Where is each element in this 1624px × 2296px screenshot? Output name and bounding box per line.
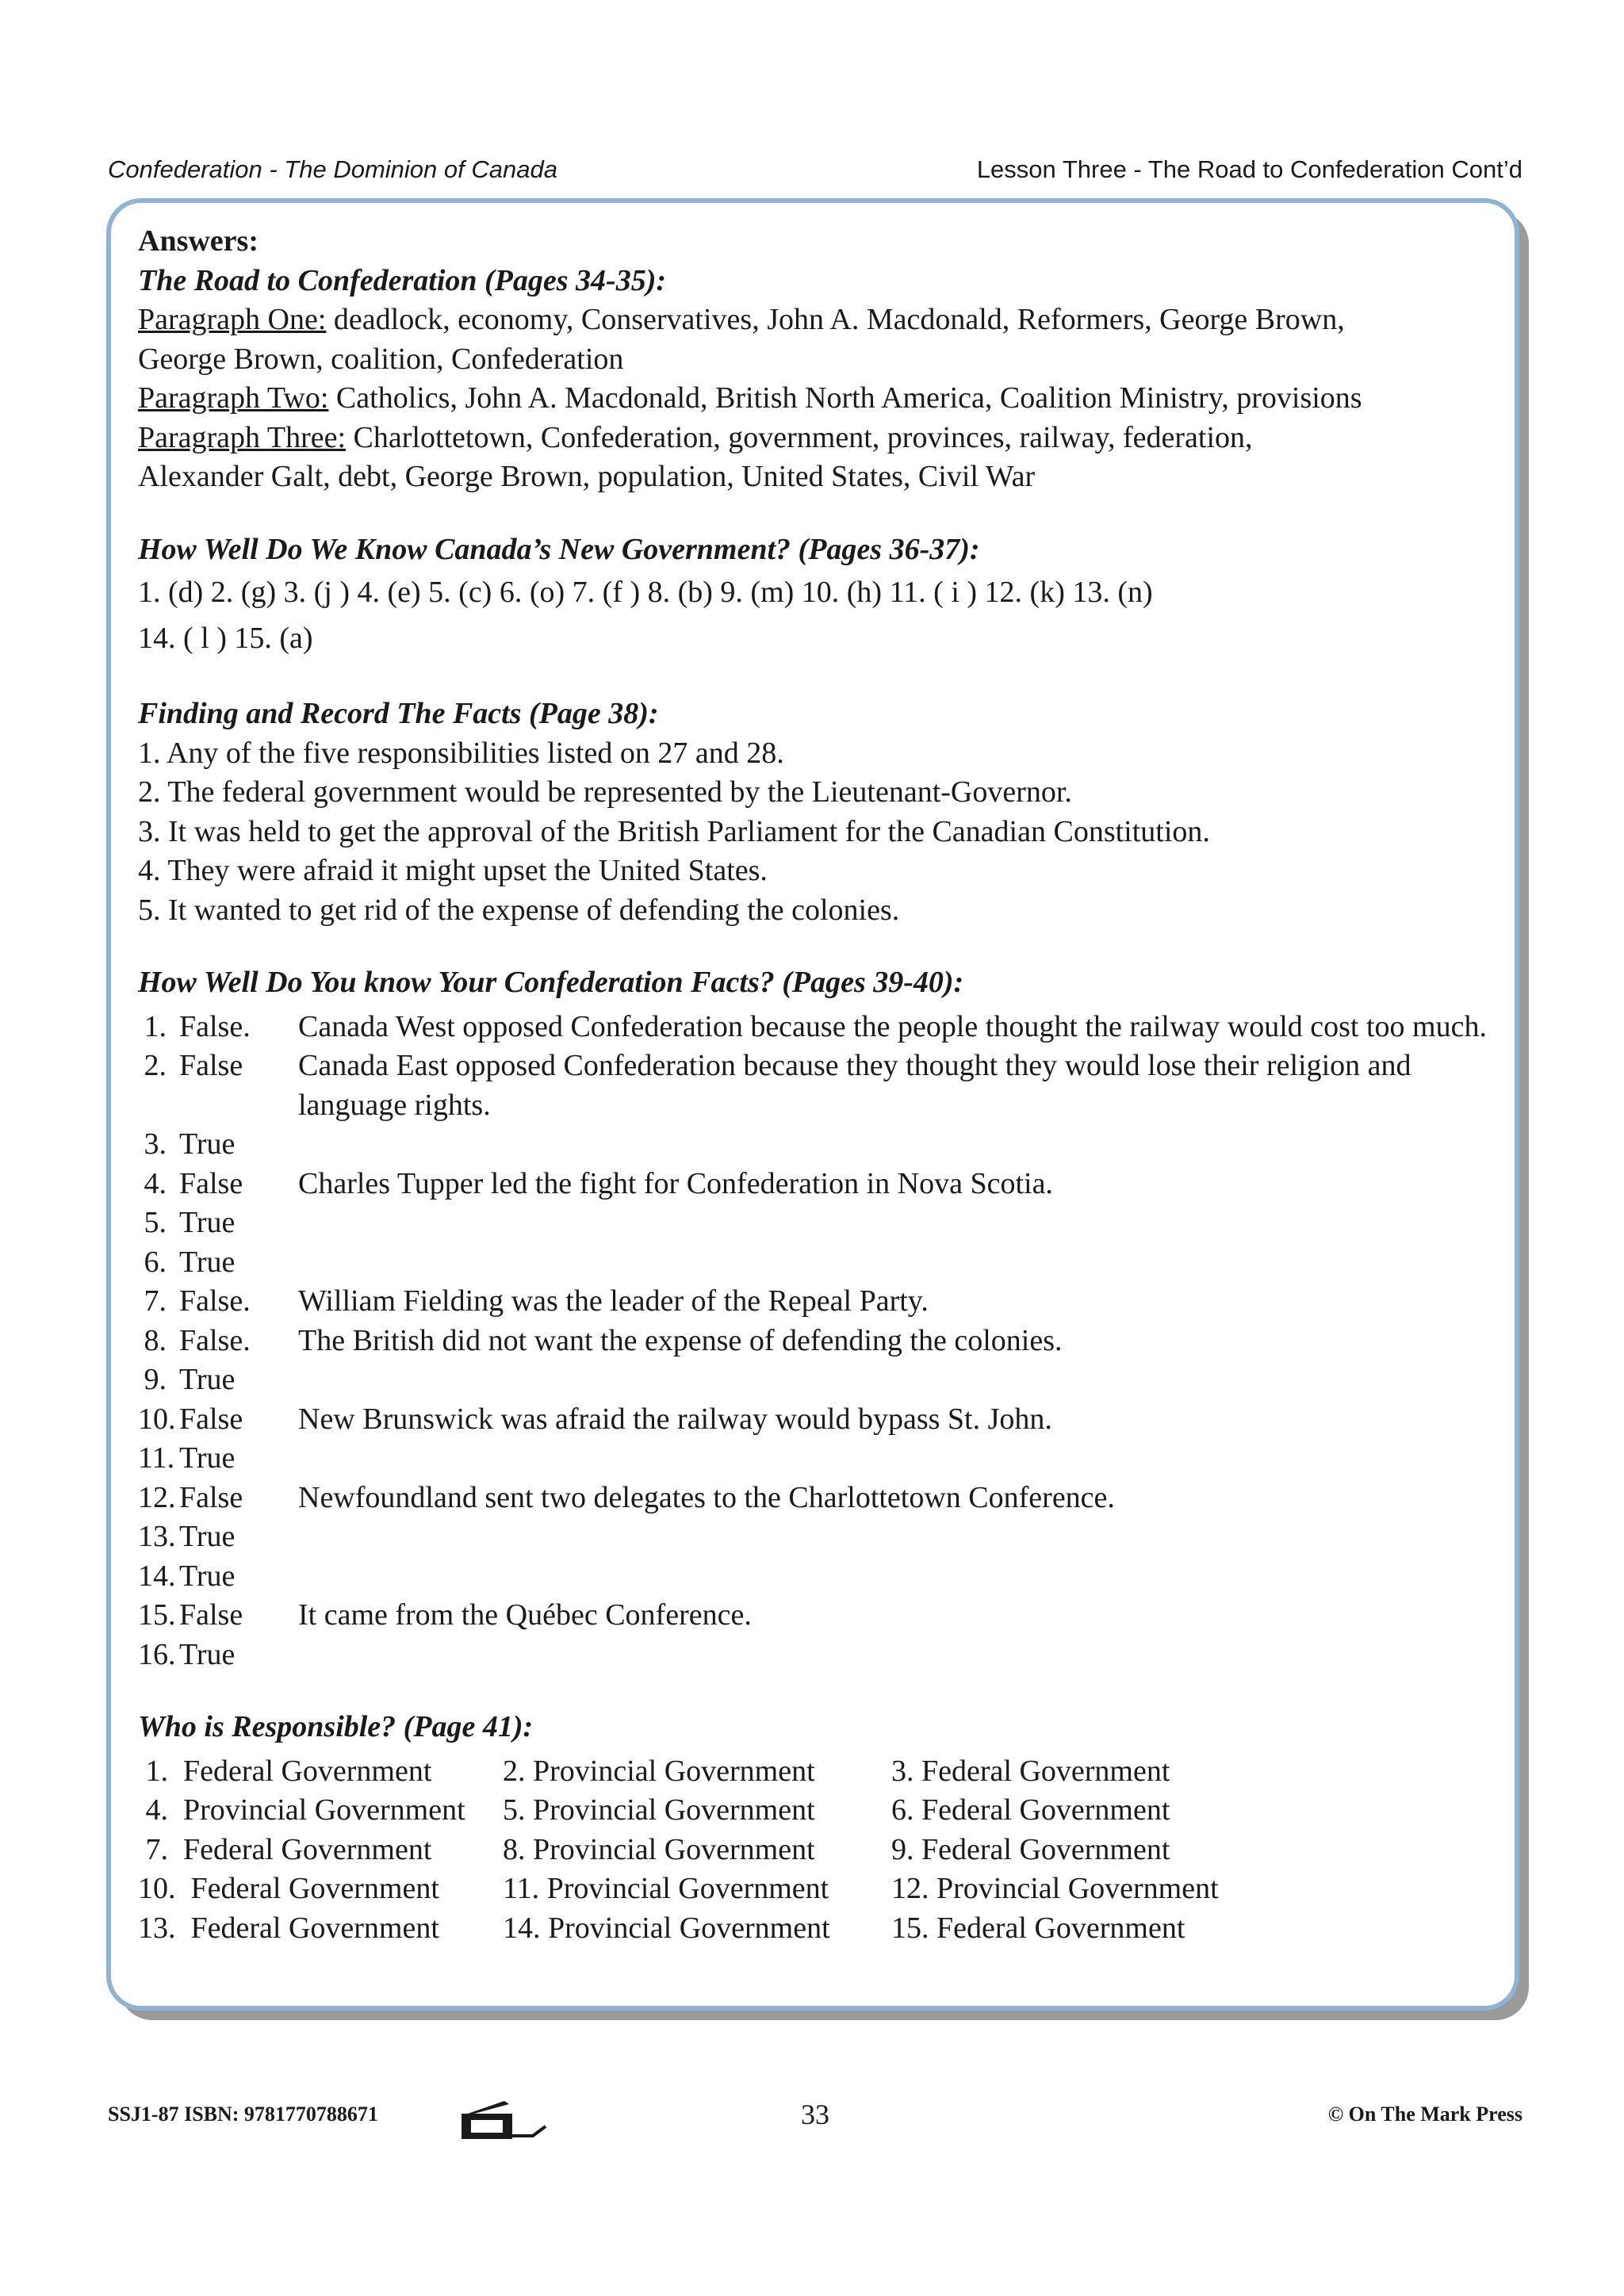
responsible-cell: 14. Provincial Government	[503, 1911, 830, 1945]
item-explanation: Canada East opposed Confederation because they thought they would lose their religion and language rights.	[298, 1049, 1411, 1122]
government-answers-line1: 1. (d) 2. (g) 3. (j ) 4. (e) 5. (c) 6. (o) 7. (f ) 8. (b) 9. (m) 10. (h) 11. ( i ) 12. (k) 13. (n)	[138, 576, 1153, 609]
item-verdict: False	[179, 1166, 243, 1200]
truefalse-item	[138, 1517, 1491, 1557]
item-number: 9.	[144, 1363, 167, 1396]
isbn-code: SSJ1-87 ISBN: 9781770788671	[108, 2103, 378, 2126]
truefalse-item	[138, 1047, 1491, 1125]
item-explanation: The British did not want the expense of defending the colonies.	[298, 1323, 1063, 1357]
item-explanation: Canada West opposed Confederation because the people thought the railway would cost too much.	[298, 1009, 1487, 1043]
truefalse-item	[138, 1557, 1491, 1597]
responsible-cell: 6. Federal Government	[891, 1793, 1170, 1827]
book-title: Confederation - The Dominion of Canada	[108, 155, 557, 183]
item-explanation: Newfoundland sent two delegates to the Charlottetown Conference.	[298, 1480, 1115, 1514]
responsible-cell: 15. Federal Government	[891, 1911, 1185, 1945]
responsible-row	[138, 1831, 1491, 1870]
answers-title: Answers:	[138, 224, 259, 258]
responsible-heading: Who is Responsible? (Page 41):	[138, 1710, 534, 1743]
item-verdict: False	[179, 1049, 243, 1082]
item-verdict: False.	[179, 1323, 251, 1357]
answer-box	[106, 198, 1519, 2011]
item-number: 7.	[144, 1284, 167, 1318]
fact-item: 5. It wanted to get rid of the expense of defending the colonies.	[138, 893, 900, 927]
item-number: 10.	[138, 1402, 176, 1436]
responsible-cell: 11. Provincial Government	[503, 1872, 829, 1905]
responsible-cell: 12. Provincial Government	[891, 1872, 1219, 1905]
item-explanation: New Brunswick was afraid the railway would bypass St. John.	[298, 1402, 1052, 1436]
facts-list	[138, 734, 1491, 931]
responsible-cell: 13. Federal Government	[138, 1911, 439, 1945]
item-verdict: True	[179, 1637, 236, 1671]
copyright: © On The Mark Press	[1327, 2103, 1522, 2126]
item-explanation	[298, 1360, 1491, 1400]
item-verdict: True	[179, 1127, 236, 1161]
page-footer	[108, 2096, 1522, 2144]
facts-heading: Finding and Record The Facts (Page 38):	[138, 697, 659, 730]
item-verdict: False.	[179, 1009, 251, 1043]
paragraph-three-cont: Alexander Galt, debt, George Brown, population, United States, Civil War	[138, 460, 1036, 493]
item-verdict: True	[179, 1363, 236, 1396]
responsible-cell: 3. Federal Government	[891, 1754, 1170, 1788]
responsible-row	[138, 1869, 1491, 1909]
truefalse-item	[138, 1282, 1491, 1322]
printer-icon	[457, 2096, 552, 2144]
responsible-cell: 2. Provincial Government	[503, 1754, 815, 1788]
responsible-cell: 9. Federal Government	[891, 1832, 1170, 1866]
item-number: 5.	[144, 1206, 167, 1239]
paragraph-one	[138, 300, 1491, 340]
road-heading: The Road to Confederation (Pages 34-35):	[138, 263, 667, 297]
truefalse-item	[138, 1439, 1491, 1479]
truefalse-item	[138, 1203, 1491, 1243]
fact-item: 4. They were afraid it might upset the United States.	[138, 854, 768, 887]
page-header	[108, 155, 1522, 187]
responsible-cell: 8. Provincial Government	[503, 1832, 815, 1866]
paragraph-two-label: Paragraph Two:	[138, 381, 329, 415]
item-verdict: True	[179, 1441, 236, 1475]
paragraph-one-cont: George Brown, coalition, Confederation	[138, 342, 624, 376]
item-explanation: William Fielding was the leader of the Repeal Party.	[298, 1284, 929, 1318]
item-number: 16.	[138, 1637, 176, 1671]
fact-item: 3. It was held to get the approval of the British Parliament for the Canadian Constitution.	[138, 814, 1210, 848]
item-number: 8.	[144, 1323, 167, 1357]
truefalse-item	[138, 1322, 1491, 1361]
item-explanation	[298, 1636, 1491, 1675]
item-explanation	[298, 1517, 1491, 1557]
truefalse-item	[138, 1479, 1491, 1518]
item-verdict: False	[179, 1402, 243, 1436]
government-heading: How Well Do We Know Canada’s New Government? (Pages 36-37):	[138, 532, 980, 566]
truefalse-item	[138, 1125, 1491, 1165]
item-number: 6.	[144, 1245, 167, 1279]
item-explanation	[298, 1203, 1491, 1243]
truefalse-item	[138, 1636, 1491, 1675]
responsible-cell: 7. Federal Government	[138, 1832, 432, 1866]
item-verdict: False	[179, 1598, 243, 1632]
paragraph-one-label: Paragraph One:	[138, 303, 327, 336]
truefalse-item	[138, 1243, 1491, 1283]
item-number: 2.	[144, 1049, 167, 1082]
item-explanation: It came from the Québec Conference.	[298, 1598, 752, 1632]
truefalse-item	[138, 1360, 1491, 1400]
item-explanation	[298, 1557, 1491, 1597]
responsible-list	[138, 1752, 1491, 1949]
item-explanation	[298, 1243, 1491, 1283]
responsible-cell: 1. Federal Government	[138, 1754, 432, 1788]
item-number: 12.	[138, 1480, 176, 1514]
item-number: 14.	[138, 1559, 176, 1593]
responsible-cell: 10. Federal Government	[138, 1872, 439, 1905]
truefalse-item	[138, 1596, 1491, 1636]
responsible-cell: 4. Provincial Government	[138, 1793, 465, 1827]
paragraph-one-text: deadlock, economy, Conservatives, John A. Macdonald, Reformers, George Brown,	[326, 303, 1345, 336]
paragraph-three-text: Charlottetown, Confederation, government, provinces, railway, federation,	[346, 420, 1253, 454]
item-verdict: False.	[179, 1284, 251, 1318]
item-verdict: True	[179, 1206, 236, 1239]
responsible-cell: 5. Provincial Government	[503, 1793, 815, 1827]
government-answers-line2: 14. ( l ) 15. (a)	[138, 622, 313, 655]
fact-item: 1. Any of the five responsibilities listed on 27 and 28.	[138, 736, 784, 770]
responsible-row	[138, 1752, 1491, 1792]
item-number: 11.	[138, 1441, 175, 1475]
paragraph-three-label: Paragraph Three:	[138, 420, 347, 454]
truefalse-list	[138, 1008, 1491, 1675]
truefalse-item	[138, 1400, 1491, 1440]
paragraph-three	[138, 419, 1491, 458]
lesson-title: Lesson Three - The Road to Confederation Cont’d	[976, 155, 1522, 183]
fact-item: 2. The federal government would be represented by the Lieutenant-Governor.	[138, 775, 1072, 809]
truefalse-item	[138, 1008, 1491, 1047]
item-verdict: True	[179, 1559, 236, 1593]
responsible-row	[138, 1909, 1491, 1949]
item-verdict: True	[179, 1520, 236, 1553]
item-verdict: False	[179, 1480, 243, 1514]
item-explanation	[298, 1125, 1491, 1165]
responsible-row	[138, 1791, 1491, 1831]
item-explanation: Charles Tupper led the fight for Confederation in Nova Scotia.	[298, 1166, 1053, 1200]
item-number: 15.	[138, 1598, 176, 1632]
truefalse-item	[138, 1165, 1491, 1204]
item-explanation	[298, 1439, 1491, 1479]
item-number: 4.	[144, 1166, 167, 1200]
page-number: 33	[801, 2099, 829, 2130]
item-verdict: True	[179, 1245, 236, 1279]
item-number: 3.	[144, 1127, 167, 1161]
truefalse-heading: How Well Do You know Your Confederation Facts? (Pages 39-40):	[138, 966, 964, 999]
item-number: 1.	[144, 1009, 167, 1043]
paragraph-two-text: Catholics, John A. Macdonald, British North America, Coalition Ministry, provisions	[328, 381, 1362, 415]
paragraph-two	[138, 379, 1491, 419]
item-number: 13.	[138, 1520, 176, 1553]
